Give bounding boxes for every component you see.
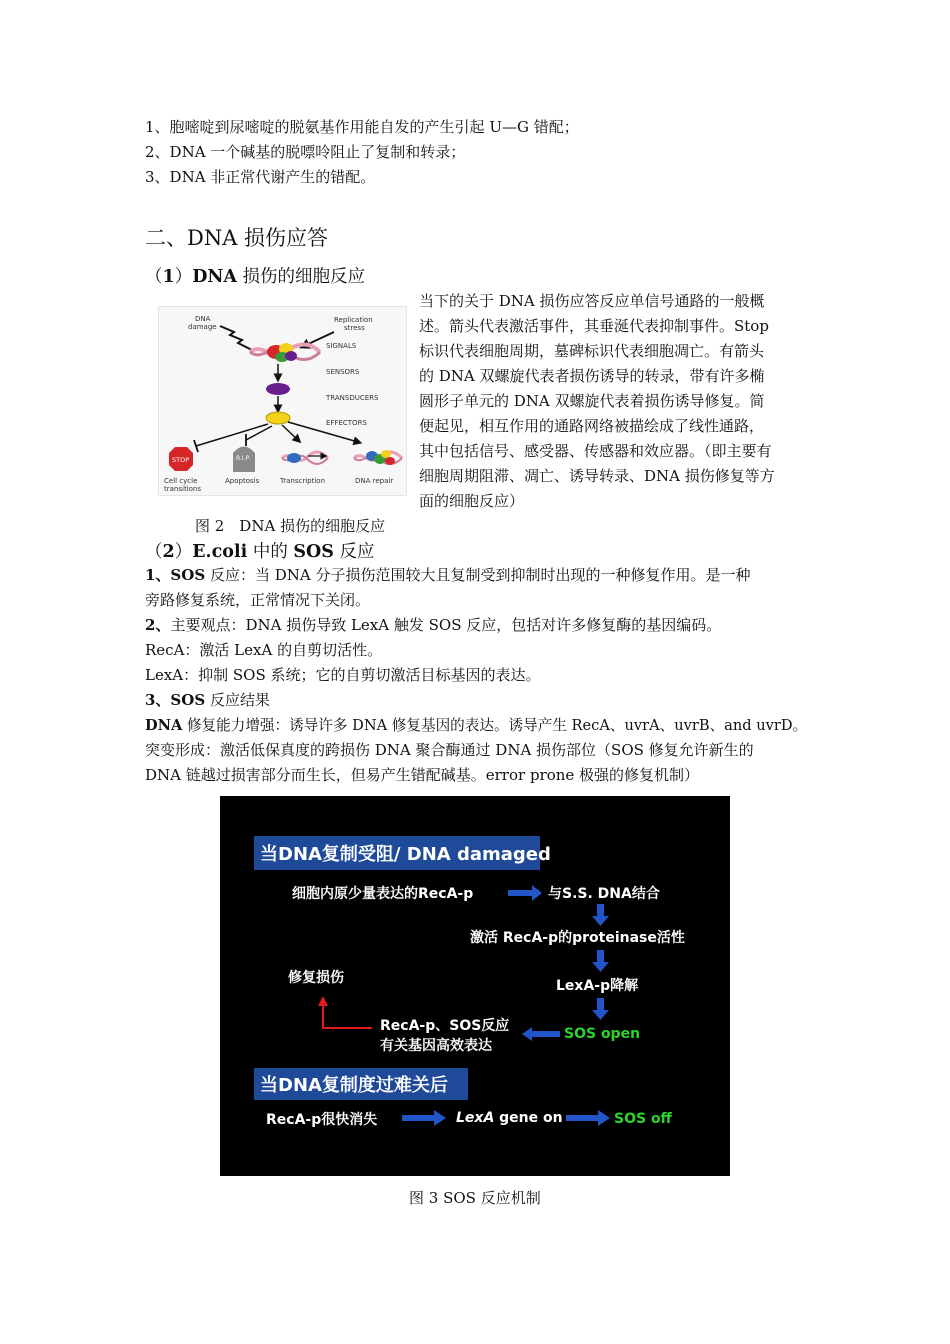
label-sensors: SENSORS [326, 368, 360, 376]
transducer-purple-icon [266, 383, 290, 395]
row1-left: 细胞内原少量表达的RecA-p [292, 886, 474, 902]
stop-sign-icon [169, 447, 193, 471]
label-transducers: TRANSDUCERS [326, 394, 379, 402]
tombstone-text: R.I.P. [236, 455, 251, 462]
sos-point-3: 3、SOS 反应结果 [145, 691, 270, 709]
section-title: 二、DNA 损伤应答 [145, 226, 329, 250]
desc-line: 圆形子单元的 DNA 双螺旋代表着损伤诱导修复。简 [419, 392, 765, 410]
stop-sign-text: STOP [172, 456, 190, 464]
lexa-line: LexA：抑制 SOS 系统；它的自剪切激活目标基因的表达。 [145, 666, 541, 684]
label-cell-cycle-2: transitions [164, 485, 201, 493]
mutation-line-cont: DNA 链越过损害部分而生长，但易产生错配碱基。error prone 极强的修复机制） [145, 766, 700, 784]
list-item: 3、DNA 非正常代谢产生的错配。 [145, 168, 376, 186]
label-replication: Replication [334, 316, 373, 324]
desc-line: 的 DNA 双螺旋代表者损伤诱导的转录，带有许多椭 [419, 367, 765, 385]
row4-left-1: RecA-p、SOS反应 [380, 1018, 510, 1034]
mutation-line: 突变形成：激活低保真度的跨损伤 DNA 聚合酶通过 DNA 损伤部位（SOS 修复允许新生的 [145, 741, 754, 759]
sos-point-2: 2、主要观点：DNA 损伤导致 LexA 触发 SOS 反应，包括对许多修复酶的基因编码。 [145, 616, 722, 634]
label-dna-damage-2: damage [188, 323, 217, 331]
figure-2-caption: 图 2 DNA 损伤的细胞反应 [195, 517, 386, 535]
label-cell-cycle: Cell cycle [164, 477, 198, 485]
label-replication-2: stress [344, 324, 365, 332]
label-effectors: EFFECTORS [326, 419, 367, 427]
header-1: 当DNA复制受阻/ DNA damaged [260, 844, 551, 865]
desc-line: 便起见，相互作用的通路网络被描绘成了线性通路， [419, 417, 765, 435]
subsection-title-2: （2）E.coli 中的 SOS 反应 [145, 542, 375, 562]
row1-right: 与S.S. DNA结合 [548, 886, 660, 902]
list-item: 1、胞嘧啶到尿嘧啶的脱氨基作用能自发的产生引起 U—G 错配； [145, 118, 579, 136]
label-transcription: Transcription [280, 477, 326, 485]
sos-body [145, 563, 808, 788]
figure-3-caption: 图 3 SOS 反应机制 [409, 1189, 541, 1207]
row5-b: LexA gene on [456, 1110, 563, 1126]
header-2: 当DNA复制度过难关后 [260, 1075, 448, 1096]
label-signals: SIGNALS [326, 342, 357, 350]
desc-line: 细胞周期阻滞、凋亡、诱导转录、DNA 损伤修复等方 [419, 467, 775, 485]
label-apoptosis: Apoptosis [225, 477, 260, 485]
sos-open: SOS open [564, 1026, 641, 1042]
sos-point-1: 1、SOS 反应：当 DNA 分子损伤范围较大且复制受到抑制时出现的一种修复作用。是一种 [145, 566, 751, 584]
effector-yellow-icon [266, 412, 290, 424]
desc-line: 其中包括信号、感受器、传感器和效应器。（即主要有 [419, 442, 772, 460]
figure-2-diagram [158, 306, 407, 496]
subsection-title-1: （1）DNA 损伤的细胞反应 [145, 267, 365, 287]
row2: 激活 RecA-p的proteinase活性 [470, 930, 685, 946]
tombstone-icon [233, 447, 255, 473]
desc-line: 述。箭头代表激活事件，其垂涎代表抑制事件。Stop [419, 317, 769, 335]
label-dna-repair: DNA repair [355, 477, 394, 485]
desc-line: 面的细胞反应） [419, 492, 525, 510]
desc-line: 标识代表细胞周期，墓碑标识代表细胞凋亡。有箭头 [419, 342, 765, 360]
repair-label: 修复损伤 [288, 970, 344, 986]
row4-left-2: 有关基因高效表达 [380, 1038, 492, 1054]
sos-point-1-cont: 旁路修复系统，正常情况下关闭。 [145, 591, 371, 609]
row3: LexA-p降解 [556, 978, 639, 994]
desc-line: 当下的关于 DNA 损伤应答反应单信号通路的一般概 [419, 292, 765, 310]
figure-2-description [419, 289, 809, 514]
figure-3-diagram [220, 796, 730, 1176]
reca-line: RecA：激活 LexA 的自剪切活性。 [145, 641, 383, 659]
list-item: 2、DNA 一个碱基的脱嘌呤阻止了复制和转录； [145, 143, 466, 161]
row5-a: RecA-p很快消失 [266, 1112, 378, 1128]
label-dna-damage: DNA [195, 315, 211, 323]
sos-off: SOS off [614, 1111, 672, 1127]
intro-list [145, 115, 579, 190]
dna-repair-line: DNA 修复能力增强：诱导许多 DNA 修复基因的表达。诱导产生 RecA、uvrA、uvrB、and uvrD。 [145, 717, 808, 734]
